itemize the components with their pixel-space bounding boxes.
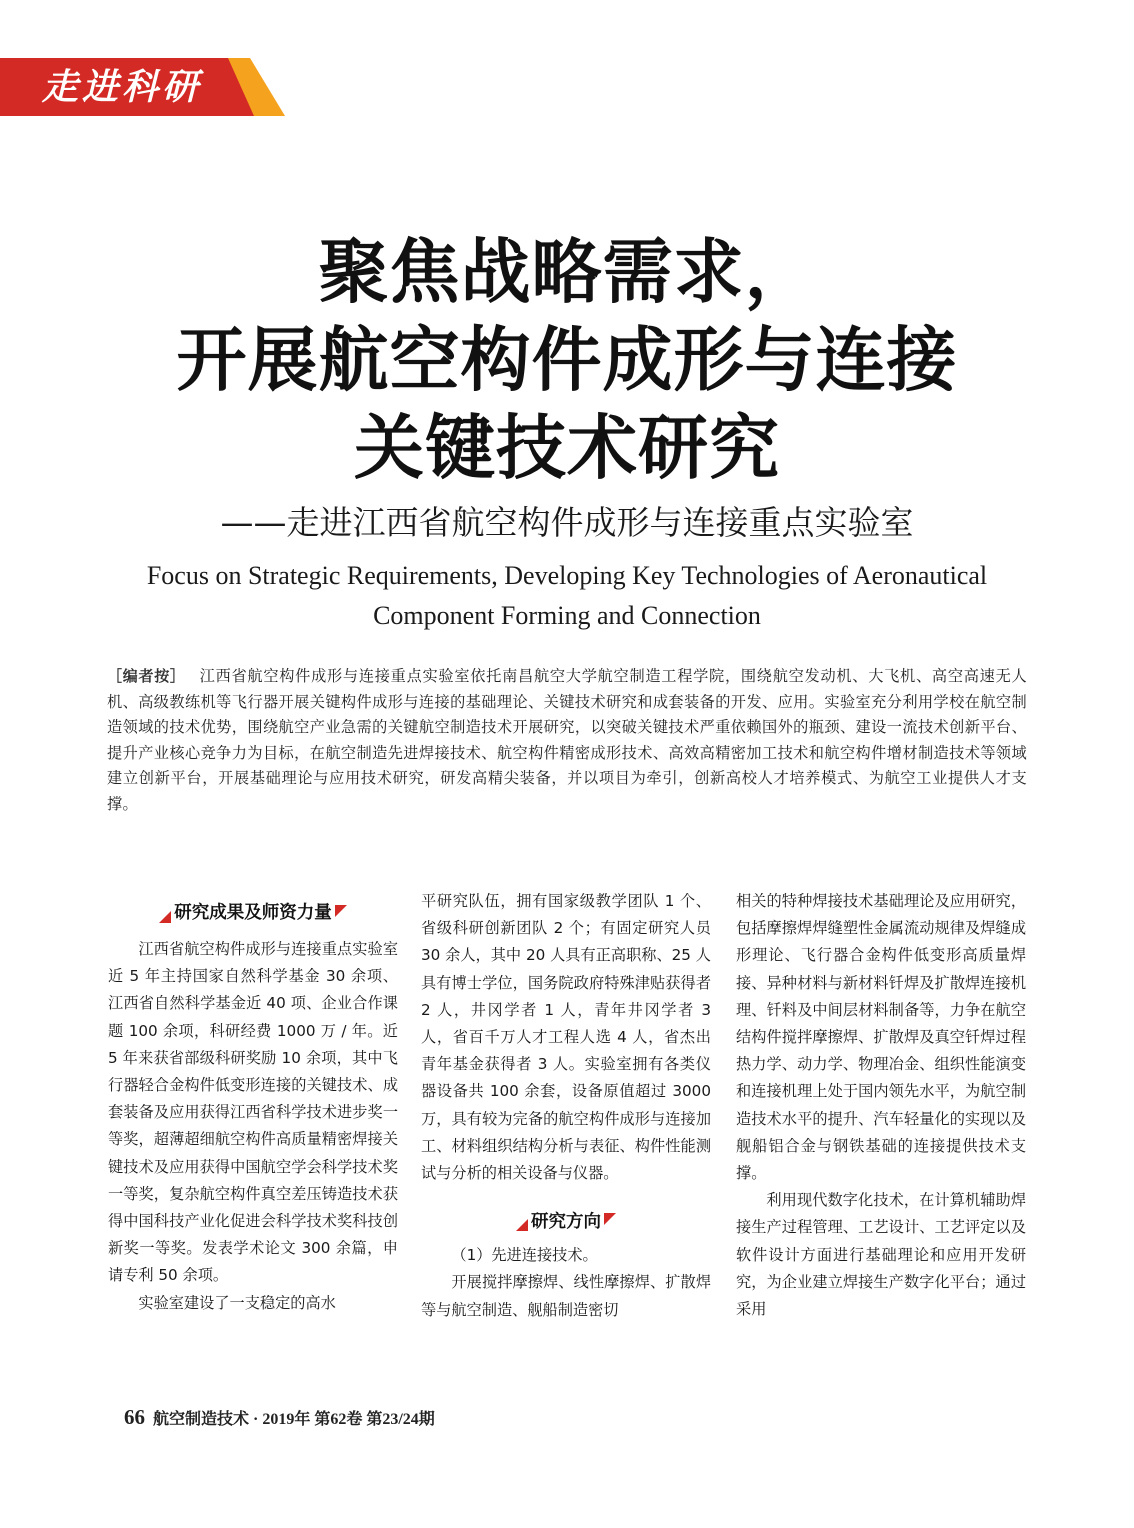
journal-info: 航空制造技术 · 2019年 第62卷 第23/24期 [153,1411,435,1428]
body-column-3 [736,888,1026,1323]
body-paragraph-continued: 相关的特种焊接技术基础理论及应用研究，包括摩擦焊焊缝塑性金属流动规律及焊缝成形理论、飞行器合金构件低变形高质量焊接、异种材料与新材料钎焊及扩散焊连接机理、钎料及中间层材料制备等，力争在航空结构件搅拌摩擦焊、扩散焊及真空钎焊过程热力学、动力学、物理冶金、组织性能演变和连接机理上处于国内领先水平，为航空制造技术水平的提升、汽车轻量化的实现以及舰船铝合金与钢铁基础的连接提供技术支撑。 [736,892,1026,1183]
heading-marker-left-icon [159,911,171,923]
english-title-line: Component Forming and Connection [373,601,761,630]
section-tag: 走进科研 [42,67,203,108]
page-footer [124,1402,435,1432]
section-heading-achievements [108,894,398,934]
english-title [0,556,1134,636]
english-title-line: Focus on Strategic Requirements, Developing Key Technologies of Aeronautical [146,561,988,590]
article-title [0,228,1134,492]
title-line: 聚焦战略需求， [318,231,816,313]
page-number: 66 [124,1405,145,1429]
title-line: 关键技术研究 [354,407,780,489]
editor-note [107,664,1027,817]
editor-note-label: ［编者按］ [107,667,186,685]
body-column-2 [421,888,711,1324]
section-heading-text: 研究方向 [531,1211,601,1232]
heading-marker-left-icon [516,1219,528,1231]
list-item-heading: （1）先进连接技术。 [451,1246,598,1265]
section-heading-text: 研究成果及师资力量 [174,903,332,924]
body-column-1 [108,888,398,1317]
section-heading-direction [421,1202,711,1242]
body-paragraph: 江西省航空构件成形与连接重点实验室近 5 年主持国家自然科学基金 30 余项、江西省自然科学基金近 40 项、企业合作课题 100 余项，科研经费 1000 万 / 年。近 5 年来获省部级科研奖励 10 余项，其中飞行器轻合金构件低变形连接的关键技术、成套装备及应用获得江西省科学技术进步奖一等奖，超薄超细航空构件高质量精密焊接关键技术及应用获得中国航空学会科学技术奖一等奖，复杂航空构件真空差压铸造技术获得中国科技产业化促进会科学技术奖科技创新奖一等奖。发表学术论文 300 余篇，申请专利 50 余项。 [108,940,398,1285]
heading-marker-right-icon [335,905,347,917]
heading-marker-right-icon [604,1213,616,1225]
body-paragraph: 利用现代数字化技术，在计算机辅助焊接生产过程管理、工艺设计、工艺评定以及软件设计方面进行基础理论和应用开发研究，为企业建立焊接生产数字化平台；通过采用 [736,1191,1026,1319]
body-paragraph: 实验室建设了一支稳定的高水 [138,1293,336,1312]
body-paragraph-continued: 平研究队伍，拥有国家级教学团队 1 个、省级科研创新团队 2 个；有固定研究人员 30 余人，其中 20 人具有正高职称、25 人具有博士学位，国务院政府特殊津贴获得者 2 人，井冈学者 1 人，青年井冈学者 3 人，省百千万人才工程人选 4 人，省杰出青年基金获得者 3 人。实验室拥有各类仪器设备共 100 余套，设备原值超过 3000 万，具有较为完备的航空构件成形与连接加工、材料组织结构分析与表征、构件性能测试与分析的相关设备与仪器。 [421,892,711,1183]
editor-note-text: 江西省航空构件成形与连接重点实验室依托南昌航空大学航空制造工程学院，围绕航空发动机、大飞机、高空高速无人机、高级教练机等飞行器开展关键构件成形与连接的基础理论、关键技术研究和成套装备的开发、应用。实验室充分利用学校在航空制造领域的技术优势，围绕航空产业急需的关键航空制造技术开展研究，以突破关键技术严重依赖国外的瓶颈、建设一流技术创新平台、提升产业核心竞争力为目标，在航空制造先进焊接技术、航空构件精密成形技术、高效高精密加工技术和航空构件增材制造技术等领域建立创新平台，开展基础理论与应用技术研究，研发高精尖装备，并以项目为牵引，创新高校人才培养模式、为航空工业提供人才支撑。 [107,667,1027,813]
article-subtitle: ——走进江西省航空构件成形与连接重点实验室 [220,503,914,542]
body-paragraph: 开展搅拌摩擦焊、线性摩擦焊、扩散焊等与航空制造、舰船制造密切 [421,1273,711,1319]
title-line: 开展航空构件成形与连接 [176,319,958,401]
